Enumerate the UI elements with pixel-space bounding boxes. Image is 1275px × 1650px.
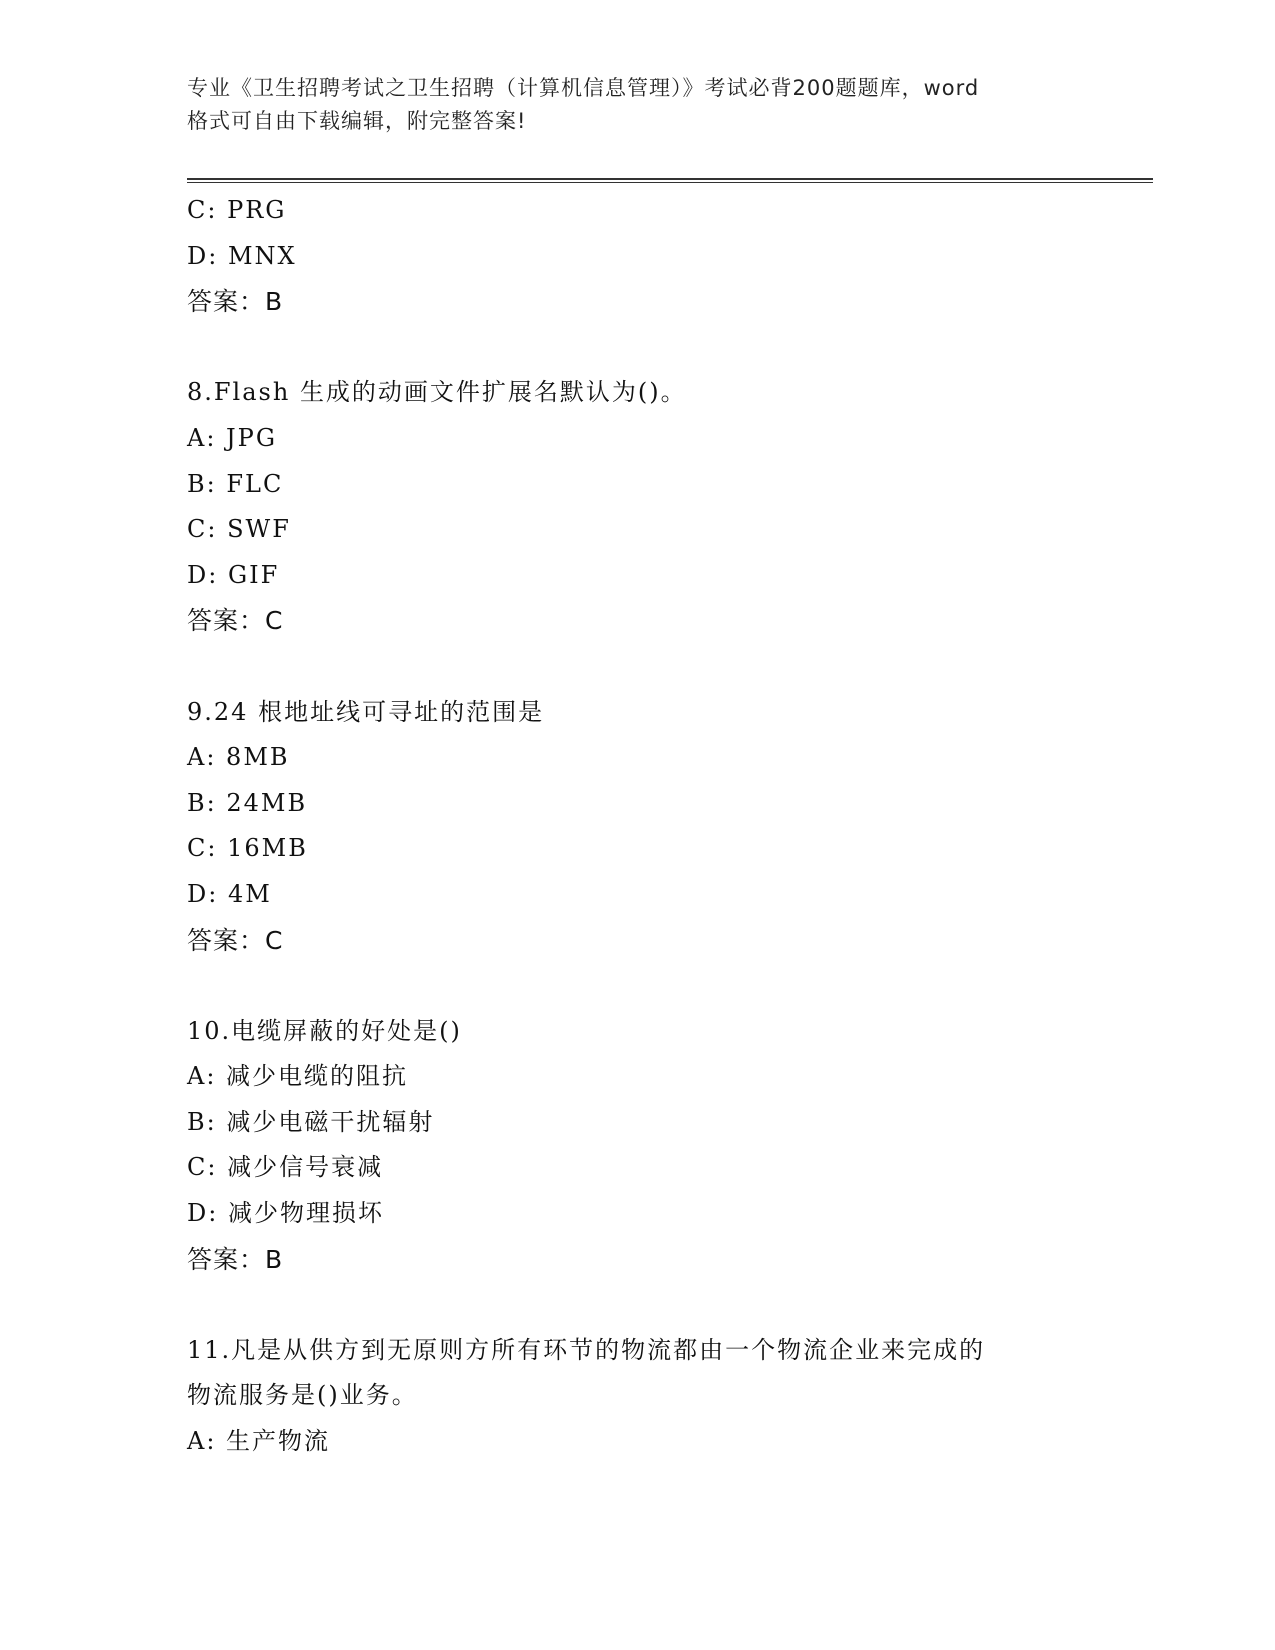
question-text: 8.Flash 生成的动画文件扩展名默认为()。 bbox=[187, 378, 687, 407]
answer: 答案：B bbox=[187, 1244, 284, 1274]
option-a: A: JPG bbox=[187, 423, 277, 452]
option-b: B: 减少电磁干扰辐射 bbox=[187, 1107, 435, 1136]
spacer bbox=[187, 1282, 1087, 1328]
document-body bbox=[187, 188, 1087, 1465]
option-d: D: 减少物理损坏 bbox=[187, 1199, 384, 1228]
spacer bbox=[187, 325, 1087, 371]
option-a: A: 8MB bbox=[187, 743, 290, 772]
header-title-line-1: 专业《卫生招聘考试之卫生招聘（计算机信息管理）》考试必背200题题库，word bbox=[187, 76, 980, 100]
question-text-line-2: 物流服务是()业务。 bbox=[187, 1381, 418, 1410]
answer: 答案：C bbox=[187, 606, 284, 636]
option-b: B: 24MB bbox=[187, 788, 308, 817]
option-d: D: GIF bbox=[187, 560, 280, 589]
spacer bbox=[187, 644, 1087, 690]
spacer bbox=[187, 963, 1087, 1009]
option-b: B: FLC bbox=[187, 469, 284, 498]
option-a: A: 减少电缆的阻抗 bbox=[187, 1062, 409, 1091]
question-10 bbox=[187, 1009, 1087, 1283]
document-header bbox=[187, 72, 1087, 138]
question-text-line-1: 11.凡是从供方到无原则方所有环节的物流都由一个物流企业来完成的 bbox=[187, 1335, 986, 1364]
answer: 答案：B bbox=[187, 287, 284, 317]
option-c: C: 16MB bbox=[187, 834, 308, 863]
option-c: C: 减少信号衰减 bbox=[187, 1153, 384, 1182]
option-d: D: 4M bbox=[187, 879, 272, 908]
option-c: C: SWF bbox=[187, 515, 291, 544]
header-title-line-2: 格式可自由下载编辑，附完整答案! bbox=[187, 109, 527, 133]
carryover-question bbox=[187, 188, 1087, 325]
question-9 bbox=[187, 690, 1087, 964]
question-8 bbox=[187, 370, 1087, 644]
option-a: A: 生产物流 bbox=[187, 1427, 331, 1456]
option-c: C: PRG bbox=[187, 196, 287, 224]
option-d: D: MNX bbox=[187, 241, 297, 270]
question-text: 10.电缆屏蔽的好处是() bbox=[187, 1016, 462, 1045]
header-divider bbox=[187, 178, 1153, 183]
question-11 bbox=[187, 1328, 1087, 1465]
question-text: 9.24 根地址线可寻址的范围是 bbox=[187, 697, 545, 726]
answer: 答案：C bbox=[187, 925, 284, 955]
